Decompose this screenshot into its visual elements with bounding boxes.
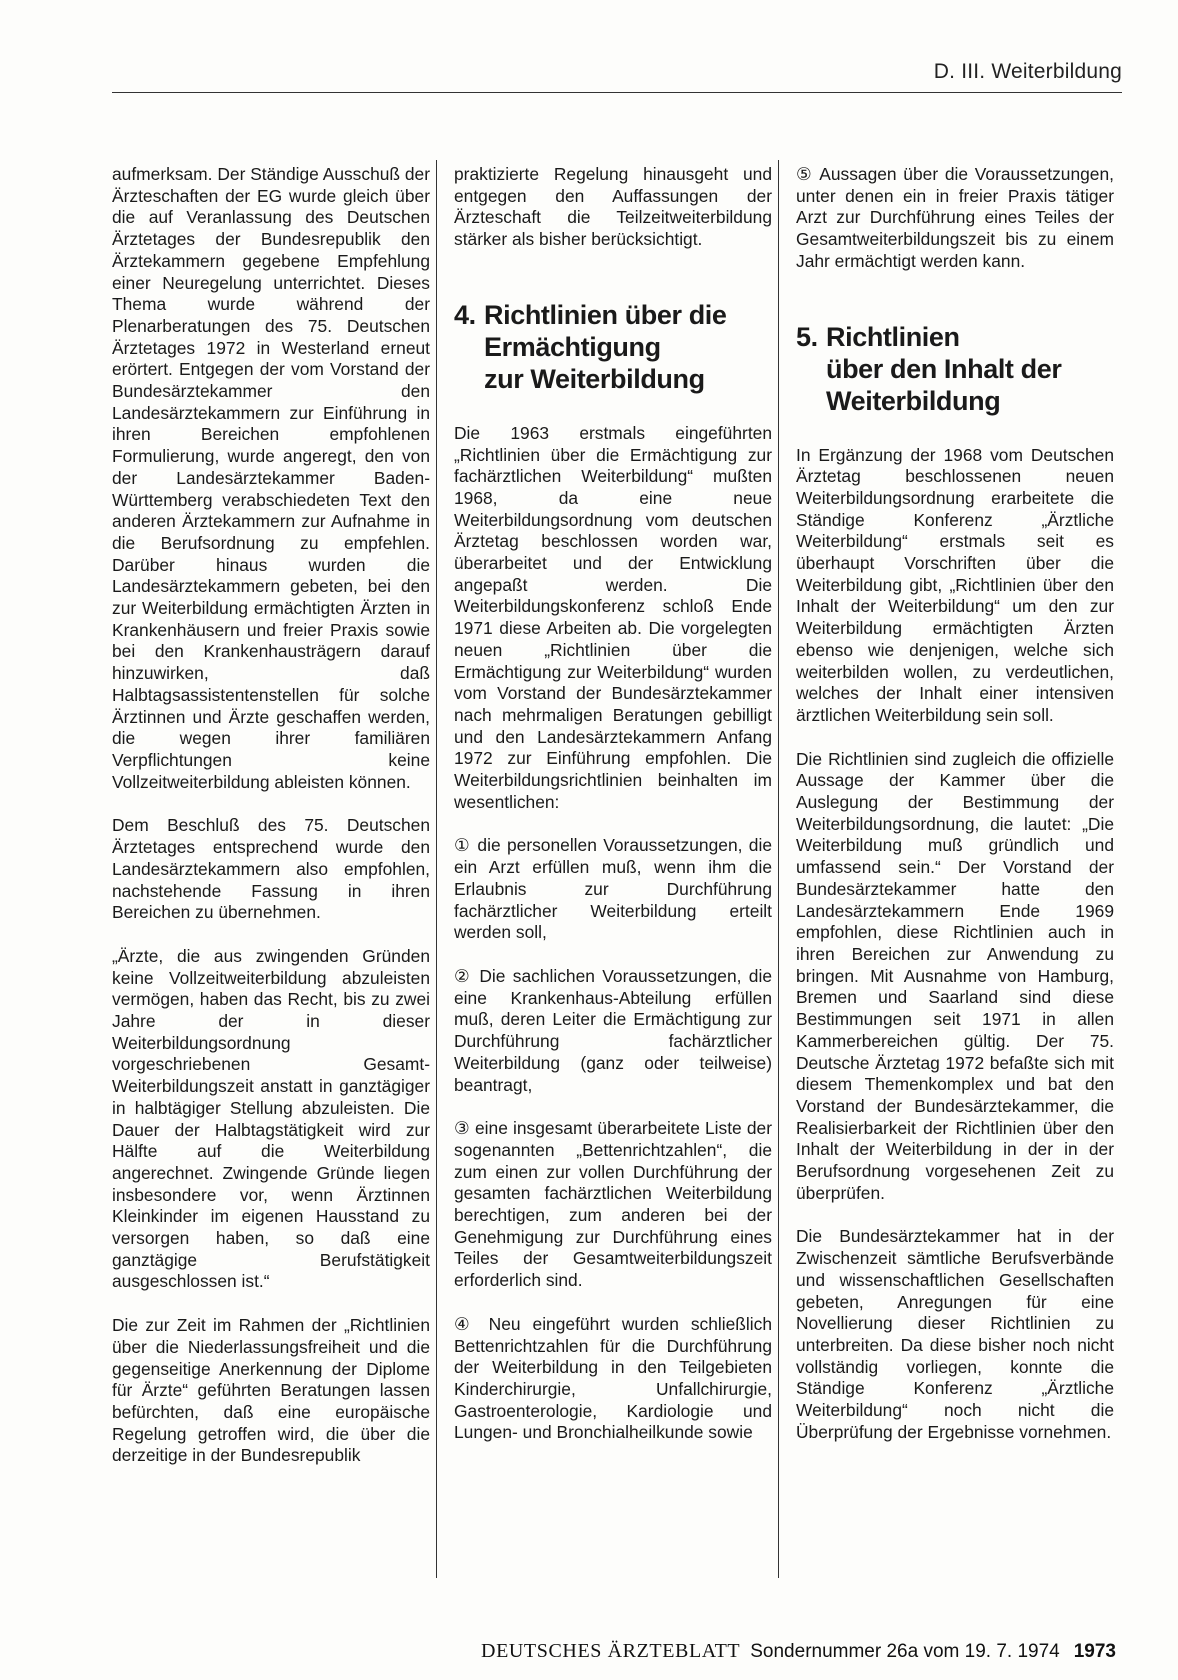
section-heading-5 xyxy=(796,321,1114,417)
heading-line: Richtlinien xyxy=(826,321,960,352)
list-item: ⑤ Aussagen über die Voraussetzungen, unter denen ein in freier Praxis tätiger Arzt zur Durchführung eines Teiles der Gesamtweiterbildungszeit bis zu einem Jahr ermächtigt werden kann. xyxy=(796,164,1114,271)
list-item: ④ Neu eingeführt wurden schließlich Bettenrichtzahlen für die Durchführung der Weiterbildung in den Teilgebieten Kinderchirurgie, Unfallchirurgie, Gastroenterologie, Kardiologie und Lungen- und Bronchialheilkunde sowie xyxy=(454,1313,772,1443)
heading-line: Weiterbildung xyxy=(826,385,1001,416)
column-1 xyxy=(112,164,430,1467)
paragraph: „Ärzte, die aus zwingenden Gründen keine Vollzeitweiterbildung abzuleisten vermögen, haben das Recht, bis zu zwei Jahre der in dieser Weiterbildungsordnung vorgeschriebenen Gesamt-Weiterbildungszeit anstatt in ganztägiger in halbtägiger Stellung abzuleisten. Die Dauer der Halbtagstätigkeit wird zur Hälfte auf die Weiterbildung angerechnet. Zwingende Gründe liegen insbesondere vor, wenn Ärztinnen Kleinkinder im eigenen Hausstand zu versorgen haben, so daß eine ganztägige Berufstätigkeit ausgeschlossen ist.“ xyxy=(112,945,430,1292)
issue-info: Sondernummer 26a vom 19. 7. 1974 xyxy=(750,1641,1060,1662)
paragraph: In Ergänzung der 1968 vom Deutschen Ärztetag beschlossenen neuen Weiterbildungsordnung erarbeitete die Ständige Konferenz „Ärztliche Weiterbildung“ erstmals seit es überhaupt Vorschriften über die Weiterbildung gibt, „Richtlinien über den Inhalt der Weiterbildung“ um den zur Weiterbildung ermächtigten Ärzten ebenso wie denjenigen, welche sich weiterbilden wollen, zu verdeutlichen, welches der Inhalt einer intensiven ärztlichen Weiterbildung sein soll. xyxy=(796,444,1114,725)
column-divider xyxy=(778,160,779,1578)
column-3 xyxy=(796,164,1114,1443)
page-number: 1973 xyxy=(1073,1641,1116,1662)
heading-line: zur Weiterbildung xyxy=(484,363,705,394)
column-divider xyxy=(436,160,437,1578)
list-item: ② Die sachlichen Voraussetzungen, die eine Krankenhaus-Abteilung erfüllen muß, deren Leiter die Ermächtigung zur Durchführung fachärztlicher Weiterbildung (ganz oder teilweise) beantragt, xyxy=(454,965,772,1095)
column-2 xyxy=(454,164,772,1444)
paragraph: praktizierte Regelung hinausgeht und entgegen den Auffassungen der Ärzteschaft die Teilzeitweiterbildung stärker als bisher berücksichtigt. xyxy=(454,164,772,250)
running-head: D. III. Weiterbildung xyxy=(933,60,1122,83)
paragraph: Die Richtlinien sind zugleich die offizielle Aussage der Kammer über die Auslegung der Bestimmung der Weiterbildungsordnung, die lautet: „Die Weiterbildung muß gründlich und umfassend sein.“ Der Vorstand der Bundesärztekammer hatte den Landesärztekammern Ende 1969 empfohlen, diese Richtlinien auch in ihren Bereichen zur Anwendung zu bringen. Mit Ausnahme von Hamburg, Bremen und Saarland sind diese Bestimmungen seit 1971 in allen Kammerbereichen gültig. Der 75. Deutsche Ärztetag 1972 befaßte sich mit diesem Themenkomplex und bat den Vorstand der Bundesärztekammer, die Realisierbarkeit der Richtlinien über den Inhalt der Weiterbildung in der in der Berufsordnung vorgesehenen Zeit zu überprüfen. xyxy=(796,748,1114,1203)
page-footer xyxy=(481,1640,1116,1663)
heading-line: über den Inhalt der xyxy=(826,353,1062,384)
section-number: 4. xyxy=(454,299,476,330)
paragraph: aufmerksam. Der Ständige Ausschuß der Ärzteschaften der EG wurde gleich über die auf Veranlassung des Deutschen Ärztetages der Bundesrepublik den Ärztekammern gegebene Empfehlung einer Neuregelung unterrichtet. Dieses Thema wurde während der Plenarberatungen des 75. Deutschen Ärztetages 1972 in Westerland erneut erörtert. Entgegen der vom Vorstand der Bundesärztekammer den Landesärztekammern zur Einführung in ihren Bereichen empfohlenen Formulierung, wurde angeregt, den von der Landesärztekammer Baden-Württemberg verabschiedeten Text den anderen Ärztekammern zur Aufnahme in die Berufsordnung zu empfehlen. Darüber hinaus wurden die Landesärztekammern gebeten, bei den zur Weiterbildung ermächtigten Ärzten in Krankenhäusern und freier Praxis sowie bei den Krankenhausträgern darauf hinzuwirken, daß Halbtagsassistentenstellen für solche Ärztinnen und Ärzte geschaffen werden, die wegen ihrer familiären Verpflichtungen keine Vollzeitweiterbildung ableisten können. xyxy=(112,164,431,792)
heading-line: Ermächtigung xyxy=(484,331,661,362)
header-rule xyxy=(112,92,1122,93)
paragraph: Die Bundesärztekammer hat in der Zwischenzeit sämtliche Berufsverbände und wissenschaftlichen Gesellschaften gebeten, Anregungen für eine Novellierung dieser Richtlinien zu unterbreiten. Da diese bisher noch nicht vollständig vorliegen, konnte die Ständige Konferenz „Ärztliche Weiterbildung“ noch nicht die Überprüfung der Ergebnisse vornehmen. xyxy=(796,1226,1114,1442)
section-heading-4 xyxy=(454,299,772,395)
paragraph: Dem Beschluß des 75. Deutschen Ärztetages entsprechend wurde den Landesärztekammern also empfohlen, nachstehende Fassung in ihren Bereichen zu übernehmen. xyxy=(112,815,430,923)
list-item: ① die personellen Voraussetzungen, die ein Arzt erfüllen muß, wenn ihm die Erlaubnis zur Durchführung fachärztlicher Weiterbildung erteilt werden soll, xyxy=(454,835,772,943)
heading-line: Richtlinien über die xyxy=(484,299,727,330)
list-item: ③ eine insgesamt überarbeitete Liste der sogenannten „Bettenrichtzahlen“, die zum einen zur vollen Durchführung der gesamten fachärztlichen Weiterbildung berechtigen, zum anderen bei der Genehmigung zur Durchführung eines Teiles der Gesamtweiterbildungszeit erforderlich sind. xyxy=(454,1118,772,1291)
paragraph: Die zur Zeit im Rahmen der „Richtlinien über die Niederlassungsfreiheit und die gegenseitige Anerkennung der Diplome für Ärzte“ geführten Beratungen lassen befürchten, daß eine europäische Regelung getroffen wird, die über die derzeitige in der Bundesrepublik xyxy=(112,1315,430,1466)
paragraph: Die 1963 erstmals eingeführten „Richtlinien über die Ermächtigung zur fachärztlichen Weiterbildung“ mußten 1968, da eine neue Weiterbildungsordnung vom deutschen Ärztetag beschlossen worden war, überarbeitet und der Entwicklung angepaßt werden. Die Weiterbildungskonferenz schloß Ende 1971 diese Arbeiten ab. Die vorgelegten neuen „Richtlinien über die Ermächtigung zur Weiterbildung“ wurden vom Vorstand der Bundesärztekammer nach mehrmaligen Beratungen gebilligt und den Landesärztekammern Anfang 1972 zur Einführung empfohlen. Die Weiterbildungsrichtlinien beinhalten im wesentlichen: xyxy=(454,422,772,812)
section-number: 5. xyxy=(796,321,818,352)
journal-title: DEUTSCHES ÄRZTEBLATT xyxy=(481,1640,741,1662)
